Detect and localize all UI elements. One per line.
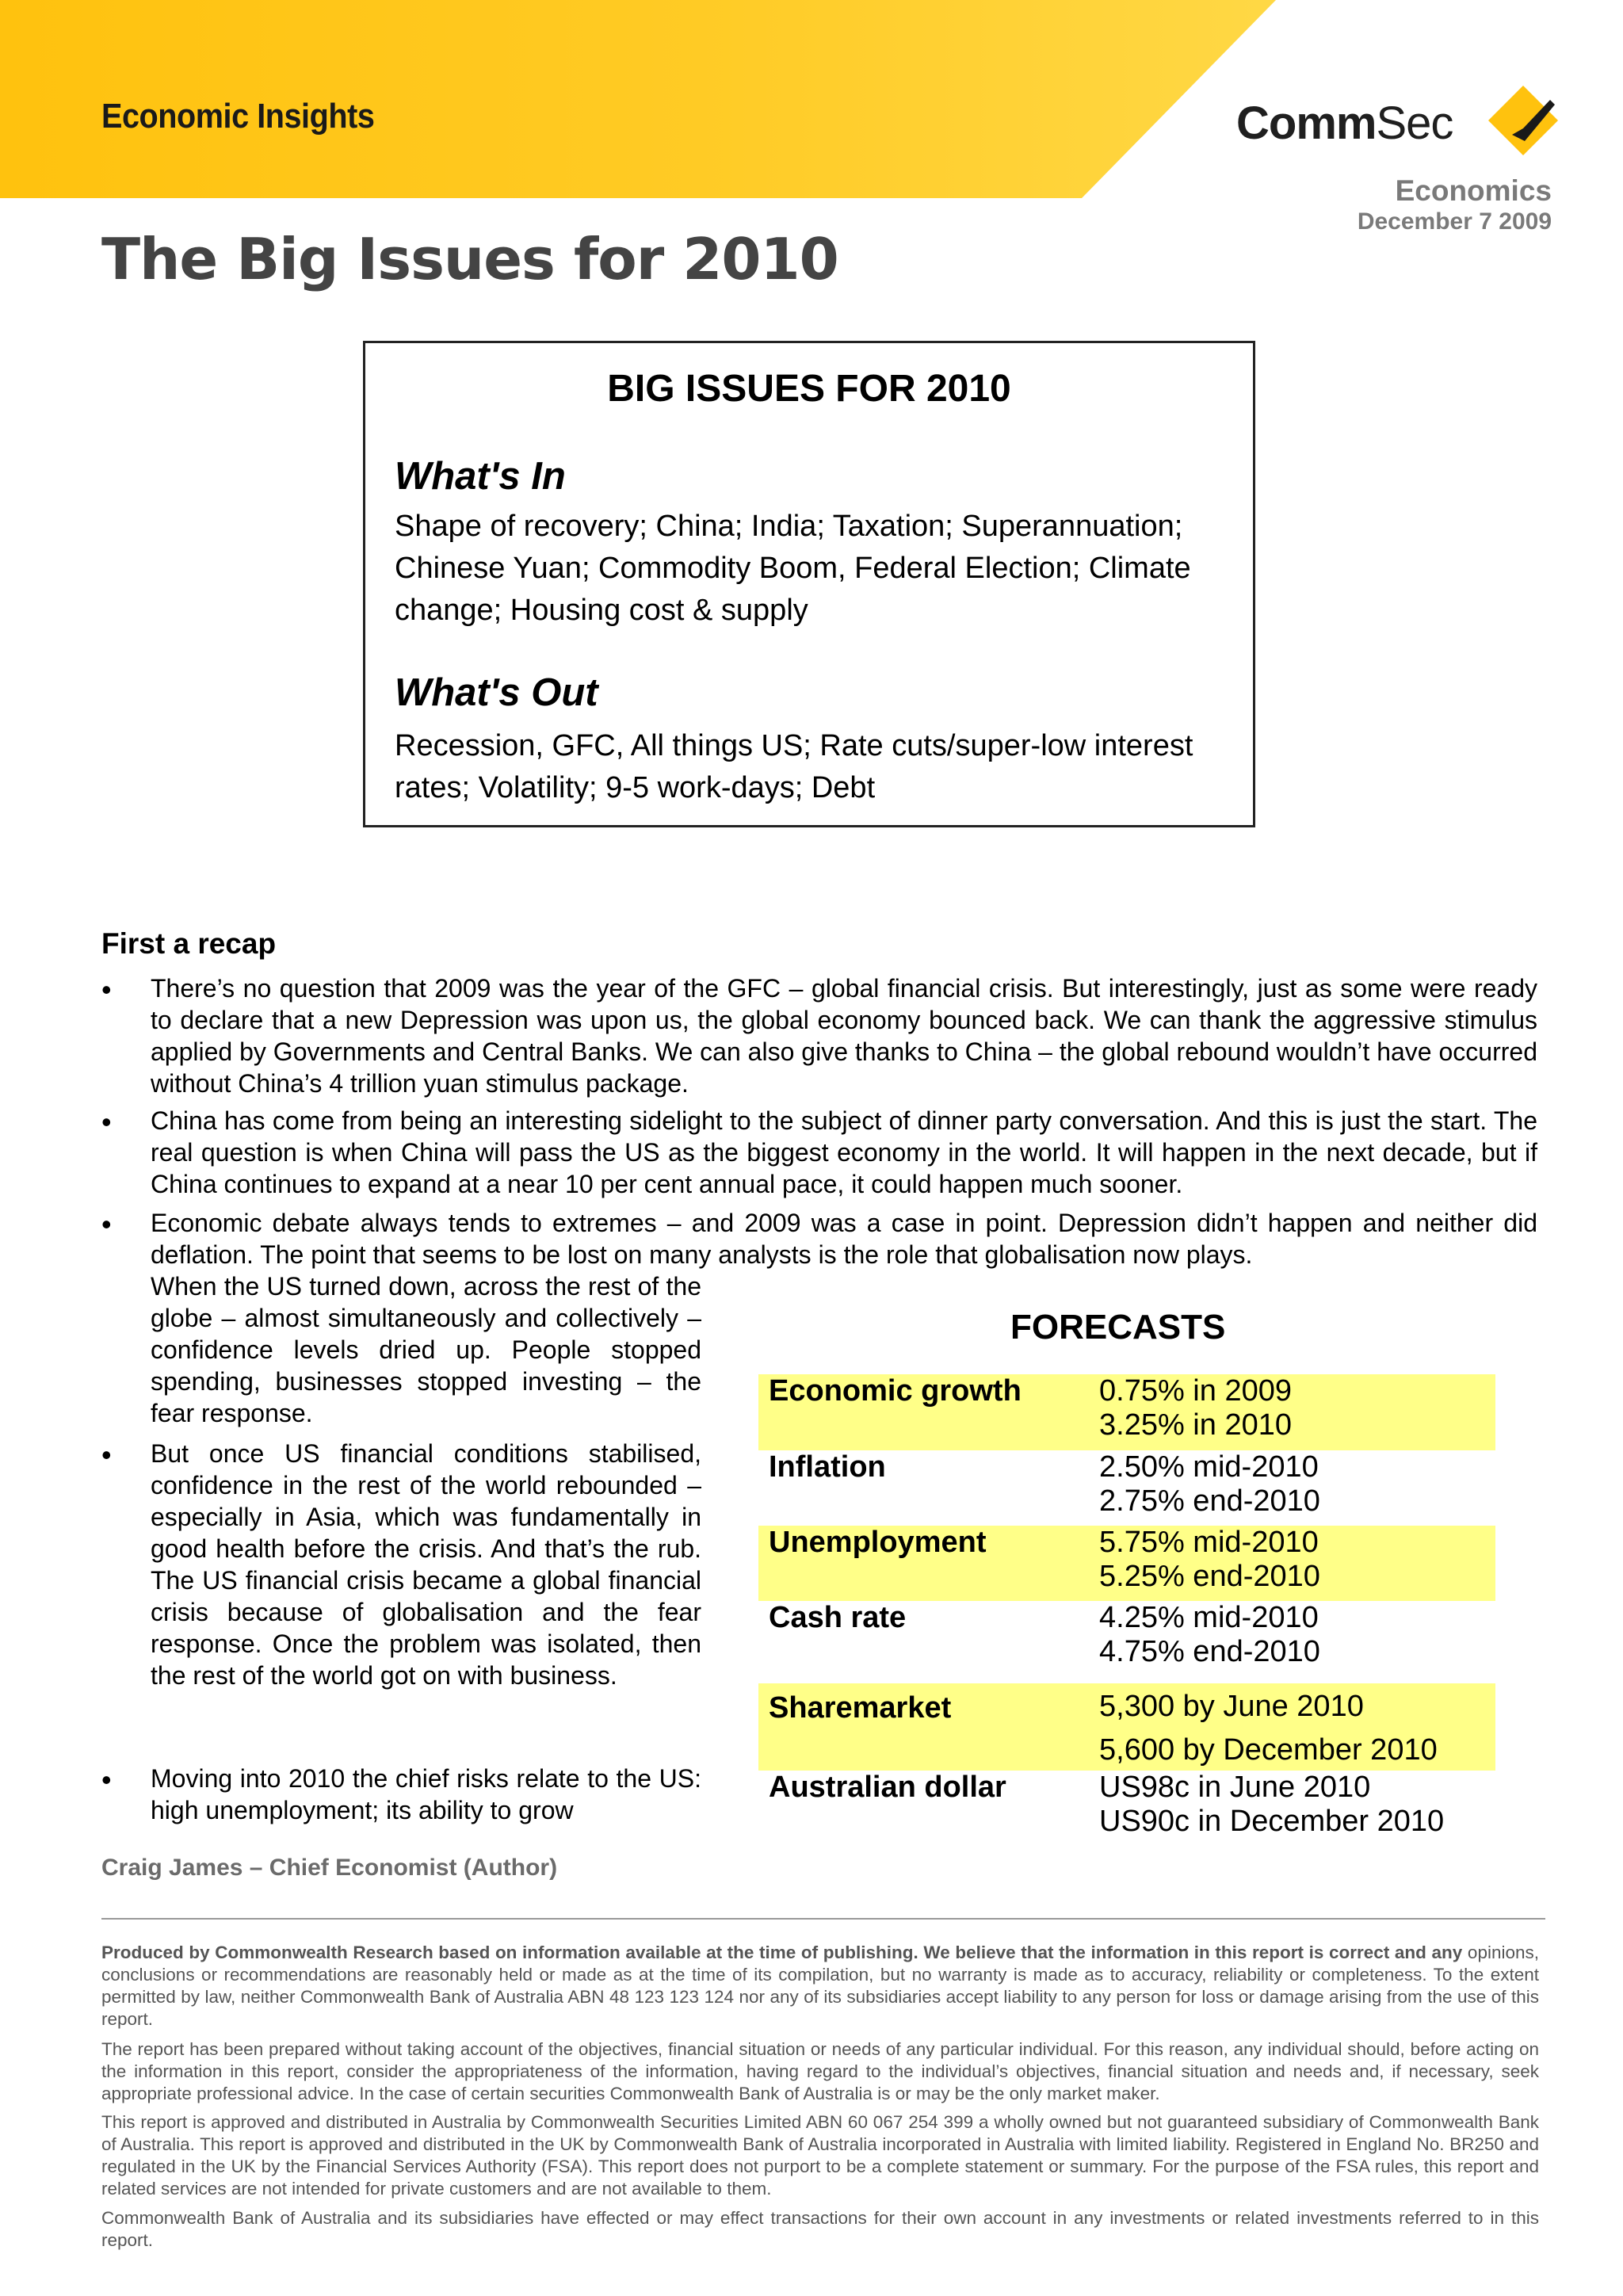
diamond-logo-icon (1485, 82, 1561, 159)
forecasts-table (758, 1374, 1495, 1847)
forecast-value: US98c in June 2010 (1099, 1771, 1371, 1804)
report-date: December 7 2009 (1357, 208, 1552, 235)
forecast-value: 5,600 by December 2010 (1099, 1733, 1438, 1767)
forecast-value: 5.75% mid-2010 (1099, 1526, 1319, 1559)
bullet-marker: • (101, 1763, 112, 1796)
whats-out-text: Recession, GFC, All things US; Rate cuts/super-low interest rates; Volatility; 9-5 work-days; Debt (395, 729, 1193, 804)
footer-divider (101, 1918, 1545, 1920)
page-title: The Big Issues for 2010 (101, 226, 838, 292)
forecast-row-economic-growth (758, 1374, 1495, 1450)
recap-paragraph-1: There’s no question that 2009 was the year of the GFC – global financial crisis. But interestingly, just as some were ready to declare that a new Depression was upon us, the global economy bounced back. We can thank the aggressive stimulus applied by Governments and Central Banks. We can also give thanks to China – the global rebound wouldn’t have occurred without China’s 4 trillion yuan stimulus package. (151, 974, 1537, 1098)
forecast-value: 4.25% mid-2010 (1099, 1601, 1319, 1634)
bullet-marker: • (101, 1438, 112, 1471)
forecast-values (1099, 1374, 1292, 1442)
forecast-label: Sharemarket (769, 1691, 952, 1725)
forecast-value: 2.50% mid-2010 (1099, 1450, 1319, 1484)
whats-out-heading: What's Out (395, 671, 598, 714)
author-credit: Craig James – Chief Economist (Author) (101, 1855, 558, 1881)
logo-wordmark-light: Sec (1376, 97, 1453, 149)
disclaimer-rest: opinions, conclusions or recommendations are reasonably held or made as at the time of its compilation, but no warranty is made as to accuracy, reliability or completeness. To the extent permitted by law, neither Commonwealth Bank of Australia ABN 48 123 123 124 nor any of its subsidiaries accept liability to any person for loss or damage arising from the use of this report. (101, 1943, 1539, 2029)
forecast-label: Inflation (769, 1450, 886, 1484)
disclaimer-paragraph-1 (101, 1942, 1539, 2030)
whats-in-heading: What's In (395, 455, 566, 498)
recap-paragraph-4: But once US financial conditions stabilised, confidence in the rest of the world rebounded – especially in Asia, which was fundamentally in good health before the crisis. And that’s the rub. The US financial crisis became a global financial crisis because of globalisation and the fear response. Once the problem was isolated, then the rest of the world got on with business. (151, 1439, 701, 1690)
bullet-marker: • (101, 1106, 112, 1138)
bullet-marker: • (101, 973, 112, 1006)
recap-heading: First a recap (101, 927, 277, 960)
department-label: Economics (1395, 174, 1552, 207)
forecast-label: Cash rate (769, 1601, 907, 1634)
forecast-value: 3.25% in 2010 (1099, 1408, 1292, 1442)
forecast-value: 0.75% in 2009 (1099, 1374, 1292, 1408)
big-issues-box (363, 341, 1255, 827)
recap-paragraph-3-continued: When the US turned down, across the rest of the globe – almost simultaneously and collectively – confidence levels dried up. People stopped spending, businesses stopped investing – the fear response. (151, 1272, 701, 1427)
disclaimer-paragraph-4: Commonwealth Bank of Australia and its subsidiaries have effected or may effect transactions for their own account in any investments or related investments referred to in this report. (101, 2208, 1539, 2250)
disclaimer-paragraph-3: This report is approved and distributed in Australia by Commonwealth Securities Limited ABN 60 067 254 399 a wholly owned but not guaranteed subsidiary of Commonwealth Bank of Australia. This report is approved and distributed in the UK by Commonwealth Bank of Australia incorporated in Australia with limited liability. Registered in England No. BR250 and regulated in the UK by the Financial Services Authority (FSA). This report does not purport to be a complete statement or summary. For the purpose of the FSA rules, this report and related services are not intended for private customers and are not available to them. (101, 2112, 1539, 2199)
forecast-values (1099, 1771, 1444, 1839)
forecast-label: Australian dollar (769, 1771, 1006, 1804)
forecast-value: 5.25% end-2010 (1099, 1560, 1320, 1593)
bullet-marker: • (101, 1208, 112, 1240)
forecast-values (1099, 1601, 1320, 1669)
forecast-values (1099, 1526, 1320, 1594)
forecast-values (1099, 1450, 1320, 1519)
whats-in-text: Shape of recovery; China; India; Taxation; Superannuation; Chinese Yuan; Commodity Boom, Federal Election; Climate change; Housing cost & supply (395, 510, 1191, 627)
forecast-label: Unemployment (769, 1526, 987, 1559)
forecast-value: 2.75% end-2010 (1099, 1484, 1320, 1518)
publication-label: Economic Insights (101, 97, 375, 136)
forecast-value: US90c in December 2010 (1099, 1805, 1445, 1838)
forecast-row-unemployment (758, 1526, 1495, 1601)
recap-paragraph-5: Moving into 2010 the chief risks relate to the US: high unemployment; its ability to grow (151, 1764, 701, 1824)
recap-paragraph-2: China has come from being an interesting sidelight to the subject of dinner party conversation. And this is just the start. The real question is when China will pass the US as the biggest economy in the world. It will happen in the next decade, but if China continues to expand at a near 10 per cent annual pace, it could happen much sooner. (151, 1106, 1537, 1198)
logo-wordmark (1236, 97, 1453, 150)
recap-paragraph-3: Economic debate always tends to extremes – and 2009 was a case in point. Depression didn’t happen and neither did deflation. The point that seems to be lost on many analysts is the role that globalisation now plays. (151, 1209, 1537, 1269)
forecast-value: 4.75% end-2010 (1099, 1635, 1320, 1668)
forecasts-title: FORECASTS (1010, 1308, 1226, 1347)
forecast-row-australian-dollar (758, 1771, 1495, 1847)
forecast-row-sharemarket (758, 1683, 1495, 1771)
logo-wordmark-bold: Comm (1236, 97, 1377, 149)
disclaimer-bold-lead: Produced by Commonwealth Research based on information available at the time of publishing. We believe that the information in this report is correct and any (101, 1943, 1463, 1962)
forecast-values (1099, 1685, 1438, 1772)
disclaimer-paragraph-2: The report has been prepared without taking account of the objectives, financial situation or needs of any particular individual. For this reason, any individual should, before acting on the information in this report, consider the appropriateness of the information, having regard to the individual’s objectives, financial situation and needs and, if necessary, seek appropriate professional advice. In the case of certain securities Commonwealth Bank of Australia is or may be the only market maker. (101, 2039, 1539, 2103)
forecast-row-inflation (758, 1450, 1495, 1526)
forecast-value: 5,300 by June 2010 (1099, 1690, 1364, 1723)
big-issues-heading: BIG ISSUES FOR 2010 (607, 368, 1011, 410)
forecast-label: Economic growth (769, 1374, 1022, 1408)
forecast-row-cash-rate (758, 1601, 1495, 1683)
